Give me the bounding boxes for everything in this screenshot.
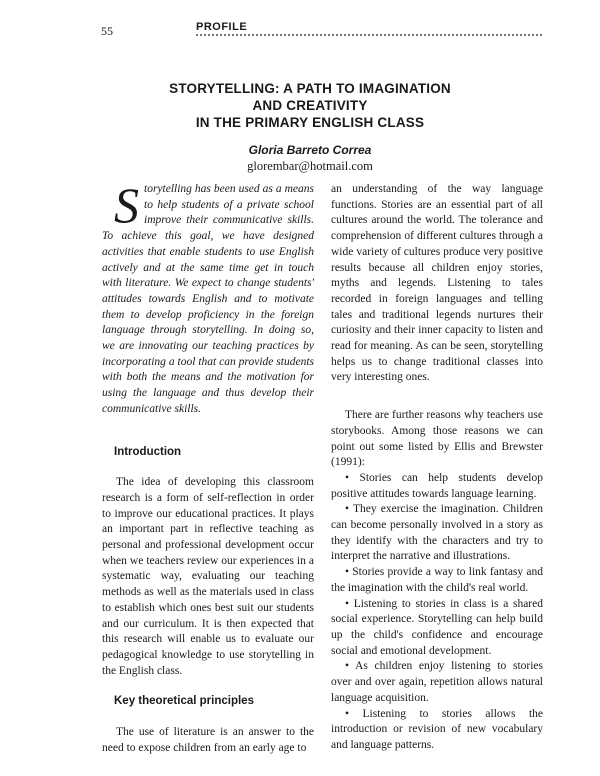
header-dotted-rule xyxy=(196,34,542,36)
title-line: STORYTELLING: A PATH TO IMAGINATION xyxy=(169,81,451,96)
key-principles-paragraph: The use of literature is an answer to the need to expose children from an early age to xyxy=(102,726,314,754)
section-label: PROFILE xyxy=(196,21,248,33)
bullet-item: • Listening to stories in class is a shared social experience. Storytelling can help build up the child's confidence and encourage social and emotional development. xyxy=(331,597,543,657)
introduction-paragraph: The idea of developing this classroom research is a form of self-reflection in order to improve our educational practices. It plays an important part in reflective teaching as personal and professional development occur when we teachers review our experiences in a systematic way, evaluating our teaching methods as well as the materials used in class to establish which ones best suit our students and our curriculum. It is then expected that this research will enable us to evaluate our pedagogical knowledge to use storytelling in the English class. xyxy=(102,476,314,677)
abstract xyxy=(102,177,314,418)
author-email: glorembar@hotmail.com xyxy=(247,159,373,173)
bullet-item: • They exercise the imagination. Children can become personally involved in a story as they identify with the characters and try to interpret the narrative and illustrations. xyxy=(331,503,543,563)
key-principles-heading: Key theoretical principles xyxy=(114,695,254,708)
title-line: IN THE PRIMARY ENGLISH CLASS xyxy=(195,115,425,130)
author-name: Gloria Barreto Correa xyxy=(248,143,372,157)
bullet-item: • Listening to stories allows the introduction or revision of new vocabulary and language patterns. xyxy=(331,707,543,751)
page-number: 55 xyxy=(101,24,113,38)
body-paragraph: There are further reasons why teachers use storybooks. Among those reasons we can point out some listed by Ellis and Brewster (1991): xyxy=(331,409,543,469)
left-column xyxy=(102,177,314,757)
drop-cap: S xyxy=(114,177,139,233)
introduction-heading: Introduction xyxy=(114,445,182,458)
bullet-item: • As children enjoy listening to stories over and over again, repetition allows natural language acquisition. xyxy=(331,660,543,704)
bullet-item: • Stories provide a way to link fantasy and the imagination with the child's real world. xyxy=(331,566,543,594)
bullet-item: • Stories can help students develop positive attitudes towards language learning. xyxy=(331,471,543,500)
title-line: AND CREATIVITY xyxy=(252,98,368,113)
abstract-text: torytelling has been used as a means to help students of a private school improve their communicative skills. To achieve this goal, we have designed activities that enable students to use English actively and at the same time get in touch with literature. We expect to change students' attitudes towards English and to motivate them to develop proficiency in the foreign language through storytelling. In doing so, we are innovating our teaching practices by incorporating a tool that can provide students with both the means and the motivation for using the language and thus develop their communicative skills. xyxy=(102,183,314,415)
article-title xyxy=(100,80,520,131)
body-paragraph: an understanding of the way language functions. Stories are an essential part of all cultures around the world. The tolerance and comprehension of different cultures through a wide variety of cultures produce very positive results because all children enjoy stories, myths and legends. Listening to tales recorded in foreign languages and telling tales and traditional legends nurtures their curiosity and their inner capacity to listen and read for meaning. As can be seen, storytelling helps us to change traditional classes into very interesting ones. xyxy=(331,183,543,384)
right-column xyxy=(331,182,543,754)
